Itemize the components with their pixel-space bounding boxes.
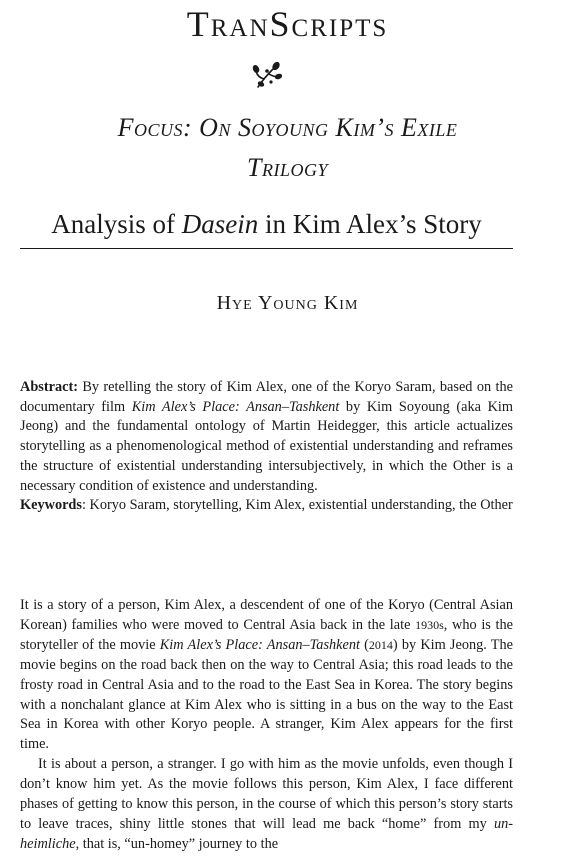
abstract-film-title: Kim Alex’s Place: Ansan–Tashkent	[131, 398, 340, 415]
title-part-1: Analysis of	[51, 209, 182, 239]
title-part-2: in Kim Alex’s Story	[258, 209, 482, 239]
title-italic-term: Dasein	[181, 209, 259, 239]
body-p1-text-b: , who is the storyteller of the movie	[20, 616, 513, 653]
floral-ornament-icon	[250, 60, 282, 92]
body-paragraph-1	[20, 596, 513, 755]
body-p1-year-2: 2014	[368, 637, 393, 652]
abstract-text-2: by Kim Soyoung (aka Kim Jeong) and the fundamental ontology of Martin Heidegger, this article actualizes storytelling as a phenomenological method of existential understanding and reframes the structure of existential understanding intersubjectively, in which the Other is a necessary condition of existence and understanding.	[20, 398, 513, 494]
abstract-block	[20, 378, 513, 516]
article-title	[20, 206, 513, 249]
journal-title: TranScripts	[186, 4, 389, 44]
body-p1-text-d: ) by Kim Jeong. The movie begins on the road back then on the way to Central Asia; this road leads to the frosty road in Central Asia and to the road to the East Sea in Korea. The story begins with a nonchalant glance at Kim Alex who is sitting in a bus on the way to the East Sea in Korea with other Koryo people. A stranger, Kim Alex appears for the first time.	[20, 636, 513, 753]
focus-heading	[30, 108, 545, 188]
body-p1-text-a: It is a story of a person, Kim Alex, a descendent of one of the Koryo (Central Asian Korean) families who were moved to Central Asia back in the late	[20, 597, 513, 633]
keywords-paragraph	[20, 496, 513, 516]
body-p1-text-c: (	[359, 636, 369, 653]
body-p2-text-b: , that is, “un-homey” journey to the	[75, 835, 279, 852]
abstract-text-1: By retelling the story of Kim Alex, one of the Koryo Saram, based on the documentary film	[20, 379, 513, 415]
body-p1-film-title: Kim Alex’s Place: Ansan–Tashkent	[159, 636, 360, 653]
body-p2-text-a: It is about a person, a stranger. I go with him as the movie unfolds, even though I don’t know him yet. As the movie follows this person, Kim Alex, I face different phases of getting to know this person, in the course of which this person’s story starts to leave traces, shiny little stones that will lead me back “home” from my	[20, 756, 513, 832]
keywords-text: : Koryo Saram, storytelling, Kim Alex, existential understanding, the Other	[81, 497, 513, 514]
body-text	[20, 596, 513, 855]
body-p2-italic-term: un-heimliche	[20, 815, 513, 852]
keywords-label: Keywords	[20, 497, 82, 514]
body-p1-year: 1930s	[415, 617, 444, 632]
abstract-label: Abstract:	[20, 379, 78, 395]
focus-line-1: Focus: On Soyoung Kim’s Exile	[117, 113, 458, 142]
abstract-paragraph	[20, 378, 513, 496]
focus-line-2: Trilogy	[247, 153, 328, 182]
body-paragraph-2	[20, 755, 513, 855]
author-name: Hye Young Kim	[216, 292, 359, 314]
